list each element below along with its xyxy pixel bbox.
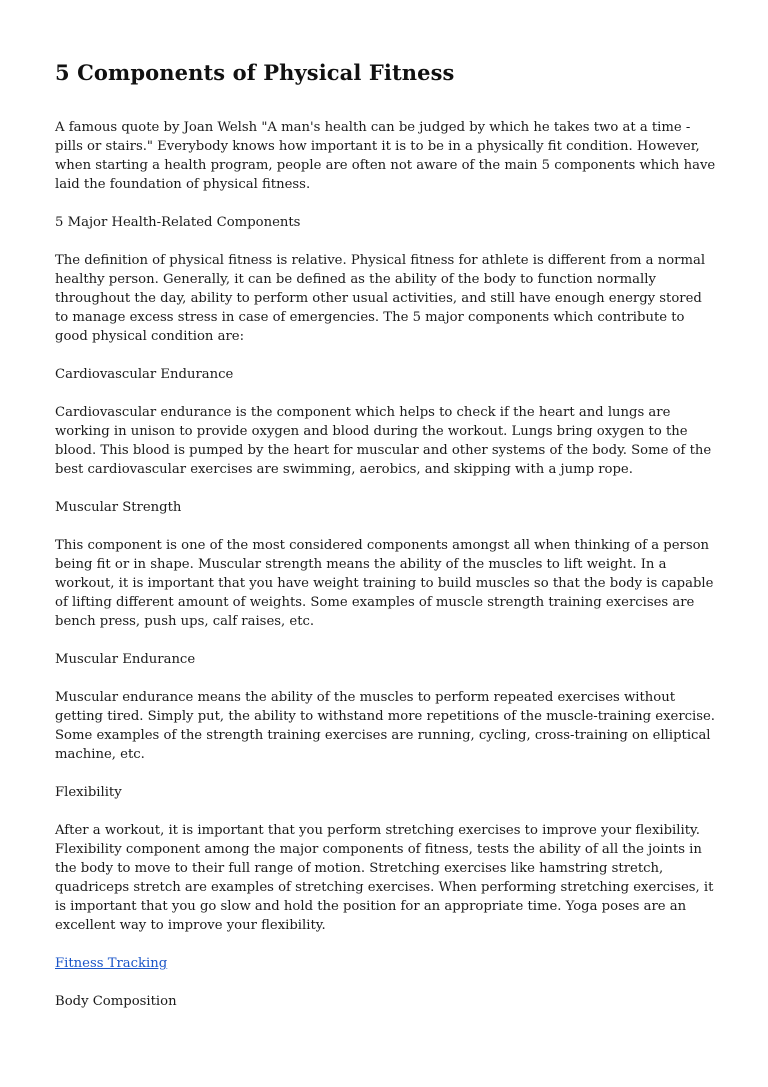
section-body-muscular-strength: This component is one of the most considered components amongst all when thinking of a person being fit or in shape. Muscular strength means the ability of the muscles to lift weight. In a workout, it is important that you have weight training to build muscles so that the body is capable of lifting different amount of weights. Some examples of muscle strength training exercises are bench press, push ups, calf raises, etc. [55,538,714,629]
document-page [55,58,719,1011]
definition-paragraph: The definition of physical fitness is relative. Physical fitness for athlete is different from a normal healthy person. Generally, it can be defined as the ability of the body to function normally throughout the day, ability to perform other usual activities, and still have enough energy stored to manage excess stress in case of emergencies. The 5 major components which contribute to good physical condition are: [55,253,706,344]
section-heading-muscular-endurance: Muscular Endurance [55,652,196,667]
subtitle-heading: 5 Major Health-Related Components [55,215,301,230]
spacer [55,669,719,688]
section-heading-flexibility: Flexibility [55,785,122,800]
spacer [55,232,719,251]
spacer [55,194,719,213]
spacer [55,517,719,536]
spacer [55,631,719,650]
spacer [55,802,719,821]
spacer [55,479,719,498]
spacer [55,764,719,783]
fitness-tracking-link[interactable]: Fitness Tracking [55,956,168,971]
document-title: 5 Components of Physical Fitness [55,60,455,85]
section-body-muscular-endurance: Muscular endurance means the ability of the muscles to perform repeated exercises without getting tired. Simply put, the ability to withstand more repetitions of the muscle-training exercise. Some examples of the strength training exercises are running, cycling, cross-training on elliptical machine, etc. [55,690,715,762]
spacer [55,384,719,403]
spacer [55,935,719,954]
intro-paragraph: A famous quote by Joan Welsh "A man's health can be judged by which he takes two at a time - pills or stairs." Everybody knows how important it is to be in a physically fit condition. However, when starting a health program, people are often not aware of the main 5 components which have laid the foundation of physical fitness. [55,120,716,192]
section-heading-cardiovascular: Cardiovascular Endurance [55,367,234,382]
spacer [55,973,719,992]
spacer [55,346,719,365]
section-heading-body-composition: Body Composition [55,994,177,1009]
section-body-cardiovascular: Cardiovascular endurance is the component which helps to check if the heart and lungs are working in unison to provide oxygen and blood during the workout. Lungs bring oxygen to the blood. This blood is pumped by the heart for muscular and other systems of the body. Some of the best cardiovascular exercises are swimming, aerobics, and skipping with a jump rope. [55,405,712,477]
section-body-flexibility: After a workout, it is important that you perform stretching exercises to improve your flexibility. Flexibility component among the major components of fitness, tests the ability of all the joints in the body to move to their full range of motion. Stretching exercises like hamstring stretch, quadriceps stretch are examples of stretching exercises. When performing stretching exercises, it is important that you go slow and hold the position for an appropriate time. Yoga poses are an excellent way to improve your flexibility. [55,823,714,933]
link-line [55,954,719,973]
section-heading-muscular-strength: Muscular Strength [55,500,182,515]
spacer [55,88,719,118]
